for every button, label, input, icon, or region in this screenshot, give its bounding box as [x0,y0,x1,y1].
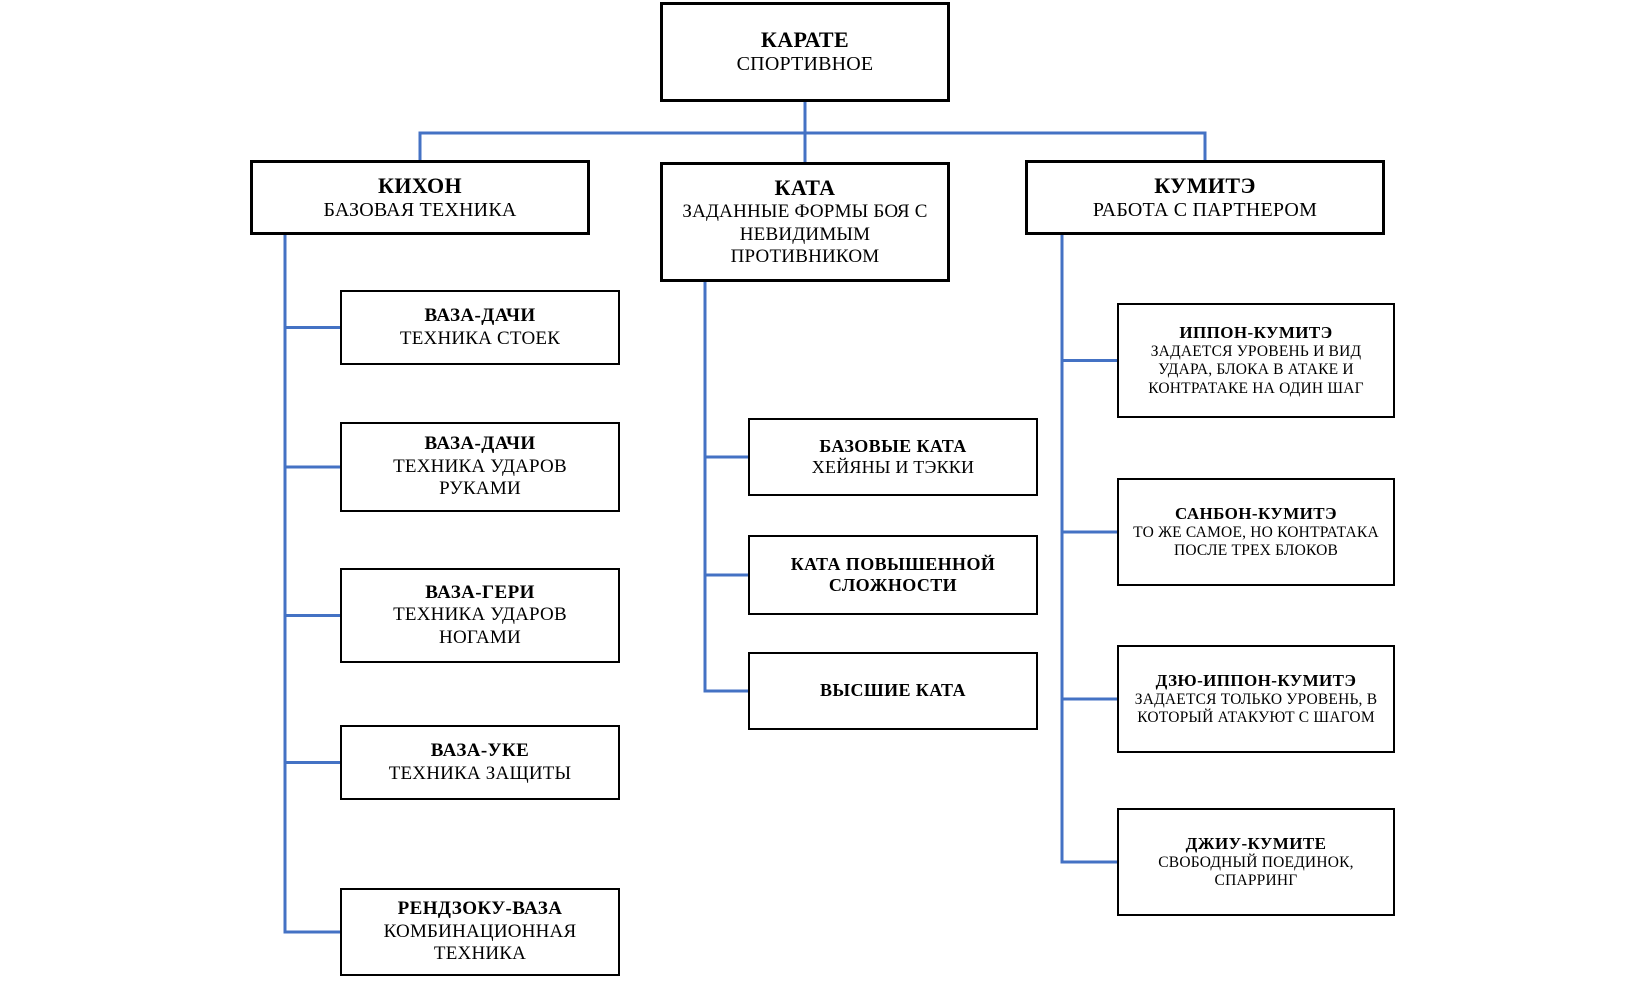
node-ippon-kumite [1117,303,1395,418]
node-subtitle: ТЕХНИКА СТОЕК [399,327,561,349]
node-subtitle: ТЕХНИКА УДАРОВ НОГАМИ [393,604,567,648]
node-title: КУМИТЭ [1154,172,1256,198]
node-vaza-uke-blocks [340,725,620,800]
node-kata [660,162,950,282]
node-title: БАЗОВЫЕ КАТА [819,435,967,456]
node-title: КИХОН [377,172,463,198]
node-karate-root [660,2,950,102]
node-subtitle: ХЕЙЯНЫ И ТЭККИ [811,457,975,477]
node-title: РЕНДЗОКУ-ВАЗА [397,898,563,920]
node-title: ИППОН-КУМИТЭ [1179,323,1333,343]
node-dzyu-ippon-kumite [1117,645,1395,753]
node-vaza-dachi-stances [340,290,620,365]
node-title: ВАЗА-ГЕРИ [425,581,535,603]
node-title: ВАЗА-УКЕ [430,740,530,762]
node-title: КАРАТЕ [760,27,850,53]
node-subtitle: ЗАДАННЫЕ ФОРМЫ БОЯ С НЕВИДИМЫМ ПРОТИВНИКОМ [682,201,928,268]
node-kihon [250,160,590,235]
node-subtitle: ЗАДАЕТСЯ ТОЛЬКО УРОВЕНЬ, В КОТОРЫЙ АТАКУЮТ С ШАГОМ [1134,690,1378,727]
node-subtitle: ТЕХНИКА УДАРОВ РУКАМИ [393,455,567,500]
node-title: КАТА ПОВЫШЕННОЙ СЛОЖНОСТИ [790,553,996,595]
node-title: КАТА [774,175,836,201]
node-sanbon-kumite [1117,478,1395,586]
node-title: ДЖИУ-КУМИТЕ [1185,833,1327,853]
connector-kata-trunk [705,282,748,691]
node-subtitle: ТЕХНИКА ЗАЩИТЫ [388,762,572,784]
node-title: ДЗЮ-ИППОН-КУМИТЭ [1155,670,1357,690]
node-kumite [1025,160,1385,235]
node-vaza-dachi-hand-strikes [340,422,620,512]
node-rendzoku-vaza-combinations [340,888,620,976]
node-jiu-kumite [1117,808,1395,916]
node-subtitle: БАЗОВАЯ ТЕХНИКА [323,198,517,221]
node-subtitle: СВОБОДНЫЙ ПОЕДИНОК, СПАРРИНГ [1158,853,1354,890]
connector-kihon-trunk [285,235,340,932]
node-title: ВЫСШИЕ КАТА [820,680,966,701]
node-title: ВАЗА-ДАЧИ [424,433,536,455]
node-title: САНБОН-КУМИТЭ [1175,503,1337,523]
node-subtitle: КОМБИНАЦИОННАЯ ТЕХНИКА [383,920,577,965]
node-highest-kata [748,652,1038,730]
node-subtitle: РАБОТА С ПАРТНЕРОМ [1092,198,1318,221]
node-vaza-geri-kicks [340,568,620,663]
node-advanced-kata [748,535,1038,615]
node-subtitle: ТО ЖЕ САМОЕ, НО КОНТРАТАКА ПОСЛЕ ТРЕХ БЛОКОВ [1133,523,1379,560]
node-subtitle: ЗАДАЕТСЯ УРОВЕНЬ И ВИД УДАРА, БЛОКА В АТАКЕ И КОНТРАТАКЕ НА ОДИН ШАГ [1148,343,1364,397]
node-title: ВАЗА-ДАЧИ [424,305,536,327]
node-basic-kata [748,418,1038,496]
node-subtitle: СПОРТИВНОЕ [736,53,874,76]
connector-kumite-trunk [1062,235,1117,862]
